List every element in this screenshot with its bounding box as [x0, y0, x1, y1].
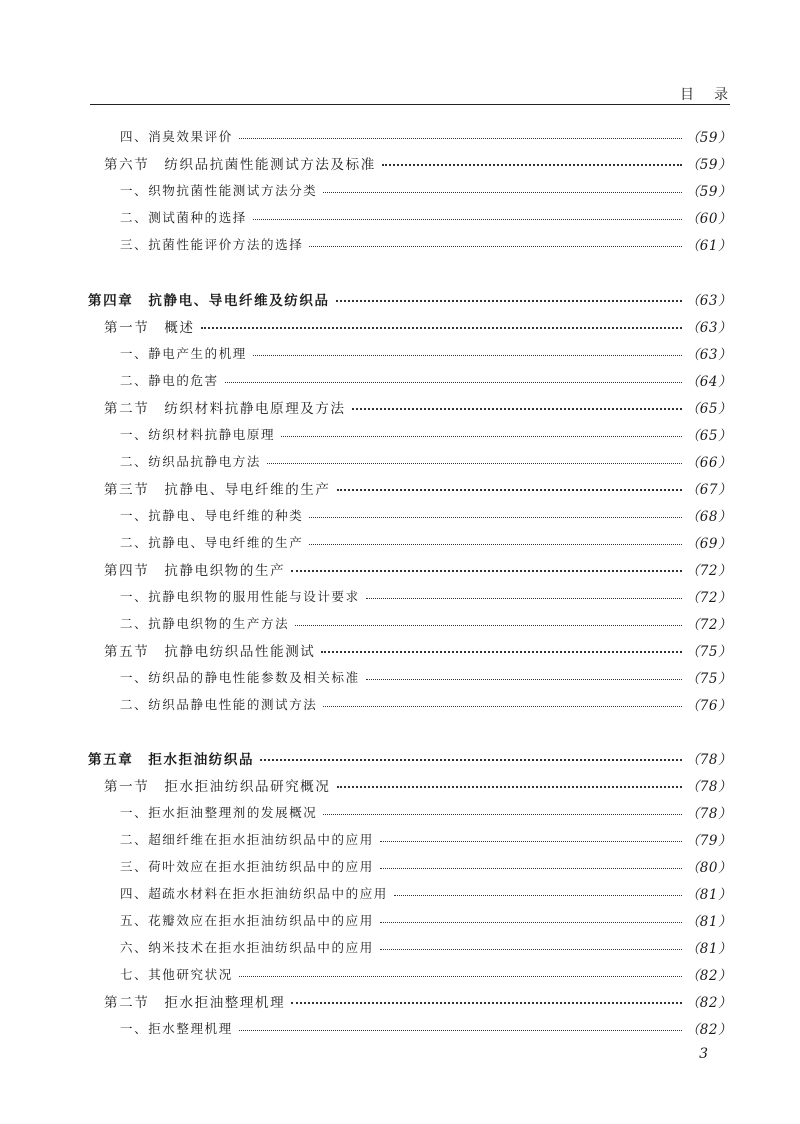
- toc-entry-page: （65）: [685, 401, 732, 417]
- toc-entry-section[interactable]: [104, 151, 732, 175]
- toc-entry-item[interactable]: [120, 692, 732, 716]
- page-number: 3: [699, 1046, 708, 1062]
- toc-entry-item[interactable]: [120, 530, 732, 554]
- toc-entry-page: （78）: [685, 806, 732, 822]
- toc-entry-label: 一、纺织材料抗静电原理: [120, 427, 276, 442]
- toc-entry-page: （72）: [685, 590, 732, 606]
- toc-entry-page: （63）: [685, 320, 732, 336]
- toc-entry-page: （78）: [685, 779, 732, 795]
- toc-entry-page: （66）: [685, 455, 732, 471]
- toc-entry-page: （61）: [685, 238, 732, 254]
- dot-leader: [201, 327, 682, 329]
- toc-entry-label: 一、织物抗菌性能测试方法分类: [120, 183, 318, 198]
- toc-entry-label: 六、纳米技术在拒水拒油纺织品中的应用: [120, 940, 374, 955]
- toc-entry-section[interactable]: [104, 557, 732, 581]
- toc-entry-section[interactable]: [104, 314, 732, 338]
- dot-leader: [323, 706, 681, 707]
- toc-entry-item[interactable]: [120, 368, 732, 392]
- toc-entry-section[interactable]: [104, 773, 732, 797]
- toc-entry-page: （72）: [685, 617, 732, 633]
- toc-entry-item[interactable]: [120, 503, 732, 527]
- toc-entry-label: 第一节 拒水拒油纺织品研究概况: [104, 779, 331, 795]
- toc-entry-item[interactable]: [120, 341, 732, 365]
- dot-leader: [380, 949, 682, 950]
- toc-entry-page: （69）: [685, 536, 732, 552]
- dot-leader: [323, 192, 681, 193]
- toc-entry-page: （63）: [685, 293, 732, 309]
- toc-entry-item[interactable]: [120, 800, 732, 824]
- toc-entry-item[interactable]: [120, 665, 732, 689]
- dot-leader: [239, 1030, 682, 1031]
- toc-entry-page: （67）: [685, 482, 732, 498]
- toc-entry-item[interactable]: [120, 232, 732, 256]
- toc-entry-label: 一、静电产生的机理: [120, 346, 247, 361]
- toc-entry-label: 一、抗静电、导电纤维的种类: [120, 508, 304, 523]
- toc-entry-page: （75）: [685, 644, 732, 660]
- toc-entry-chapter[interactable]: [88, 746, 732, 770]
- dot-leader: [394, 895, 682, 896]
- toc-entry-page: （81）: [685, 887, 732, 903]
- toc-entry-label: 五、花瓣效应在拒水拒油纺织品中的应用: [120, 913, 374, 928]
- dot-leader: [291, 1002, 682, 1004]
- toc-entry-page: （82）: [685, 995, 732, 1011]
- dot-leader: [336, 300, 682, 302]
- toc-entry-label: 第二节 拒水拒油整理机理: [104, 995, 286, 1011]
- toc-entry-label: 一、纺织品的静电性能参数及相关标准: [120, 670, 360, 685]
- dot-leader: [366, 679, 682, 680]
- toc-entry-page: （72）: [685, 563, 732, 579]
- dot-leader: [225, 382, 682, 383]
- dot-leader: [267, 463, 682, 464]
- toc-entry-page: （76）: [685, 698, 732, 714]
- toc-entry-page: （63）: [685, 347, 732, 363]
- dot-leader: [382, 164, 682, 166]
- toc-entry-item[interactable]: [120, 935, 732, 959]
- toc-entry-item[interactable]: [120, 449, 732, 473]
- toc-entry-label: 第五章 拒水拒油纺织品: [88, 752, 255, 768]
- dot-leader: [380, 841, 682, 842]
- dot-leader: [323, 814, 681, 815]
- dot-leader: [309, 544, 682, 545]
- header-title: 目录: [680, 87, 748, 103]
- toc-entry-label: 一、抗静电织物的服用性能与设计要求: [120, 589, 360, 604]
- toc-entry-section[interactable]: [104, 989, 732, 1013]
- toc-entry-page: （64）: [685, 374, 732, 390]
- toc-entry-page: （78）: [685, 752, 732, 768]
- toc-entry-label: 第六节 纺织品抗菌性能测试方法及标准: [104, 157, 376, 173]
- toc-entry-item[interactable]: [120, 205, 732, 229]
- toc-entry-label: 第二节 纺织材料抗静电原理及方法: [104, 401, 346, 417]
- toc-entry-item[interactable]: [120, 908, 732, 932]
- toc-entry-page: （59）: [685, 130, 732, 146]
- toc-entry-label: 二、超细纤维在拒水拒油纺织品中的应用: [120, 832, 374, 847]
- dot-leader: [352, 408, 682, 410]
- dot-leader: [309, 517, 682, 518]
- dot-leader: [366, 598, 682, 599]
- dot-leader: [380, 922, 682, 923]
- toc-entry-label: 一、拒水整理机理: [120, 1021, 233, 1036]
- toc-entry-label: 二、抗静电、导电纤维的生产: [120, 535, 304, 550]
- toc-entry-label: 二、纺织品抗静电方法: [120, 454, 262, 469]
- dot-leader: [239, 976, 682, 977]
- toc-entry-label: 第四节 抗静电织物的生产: [104, 563, 286, 579]
- toc-entry-page: （79）: [685, 833, 732, 849]
- dot-leader: [253, 355, 682, 356]
- toc-entry-page: （68）: [685, 509, 732, 525]
- toc-entry-page: （80）: [685, 860, 732, 876]
- toc-entry-page: （65）: [685, 428, 732, 444]
- toc-entry-label: 第五节 抗静电纺织品性能测试: [104, 644, 316, 660]
- toc-entry-label: 四、超疏水材料在拒水拒油纺织品中的应用: [120, 886, 388, 901]
- toc-entry-page: （60）: [685, 211, 732, 227]
- toc-entry-item[interactable]: [120, 854, 732, 878]
- toc-entry-section[interactable]: [104, 395, 732, 419]
- toc-entry-label: 二、静电的危害: [120, 373, 219, 388]
- dot-leader: [291, 570, 682, 572]
- toc-entry-label: 三、荷叶效应在拒水拒油纺织品中的应用: [120, 859, 374, 874]
- toc-entry-page: （59）: [685, 184, 732, 200]
- toc-entry-page: （59）: [685, 157, 732, 173]
- toc-entry-label: 二、抗静电织物的生产方法: [120, 616, 290, 631]
- toc-entry-section[interactable]: [104, 476, 732, 500]
- toc-entry-page: （82）: [685, 968, 732, 984]
- dot-leader: [260, 759, 682, 761]
- toc-entry-section[interactable]: [104, 638, 732, 662]
- toc-entry-label: 四、消臭效果评价: [120, 129, 233, 144]
- toc-entry-page: （82）: [685, 1022, 732, 1038]
- toc-entry-item[interactable]: [120, 422, 732, 446]
- dot-leader: [337, 489, 682, 491]
- toc-entry-item[interactable]: [120, 611, 732, 635]
- toc-entry-label: 一、拒水拒油整理剂的发展概况: [120, 805, 318, 820]
- toc-entry-item[interactable]: [120, 962, 732, 986]
- toc-entry-label: 七、其他研究状况: [120, 967, 233, 982]
- toc-entry-item[interactable]: [120, 584, 732, 608]
- toc-entry-label: 第三节 抗静电、导电纤维的生产: [104, 482, 331, 498]
- dot-leader: [321, 651, 681, 653]
- toc-entry-label: 第一节 概述: [104, 320, 195, 336]
- dot-leader: [281, 436, 682, 437]
- dot-leader: [239, 138, 682, 139]
- toc-entry-item[interactable]: [120, 178, 732, 202]
- toc-entry-label: 三、抗菌性能评价方法的选择: [120, 237, 304, 252]
- running-header: [90, 70, 748, 105]
- toc-entry-item[interactable]: [120, 827, 732, 851]
- toc-entry-label: 第四章 抗静电、导电纤维及纺织品: [88, 293, 330, 309]
- toc-entry-page: （75）: [685, 671, 732, 687]
- toc-entry-item[interactable]: [120, 124, 732, 148]
- toc-entry-item[interactable]: [120, 1016, 732, 1040]
- toc-entry-label: 二、测试菌种的选择: [120, 210, 247, 225]
- toc-entry-chapter[interactable]: [88, 287, 732, 311]
- dot-leader: [337, 786, 682, 788]
- toc-entry-item[interactable]: [120, 881, 732, 905]
- toc-entry-page: （81）: [685, 914, 732, 930]
- toc-entry-page: （81）: [685, 941, 732, 957]
- dot-leader: [253, 219, 682, 220]
- toc-entry-label: 二、纺织品静电性能的测试方法: [120, 697, 318, 712]
- dot-leader: [309, 246, 682, 247]
- dot-leader: [380, 868, 682, 869]
- dot-leader: [295, 625, 682, 626]
